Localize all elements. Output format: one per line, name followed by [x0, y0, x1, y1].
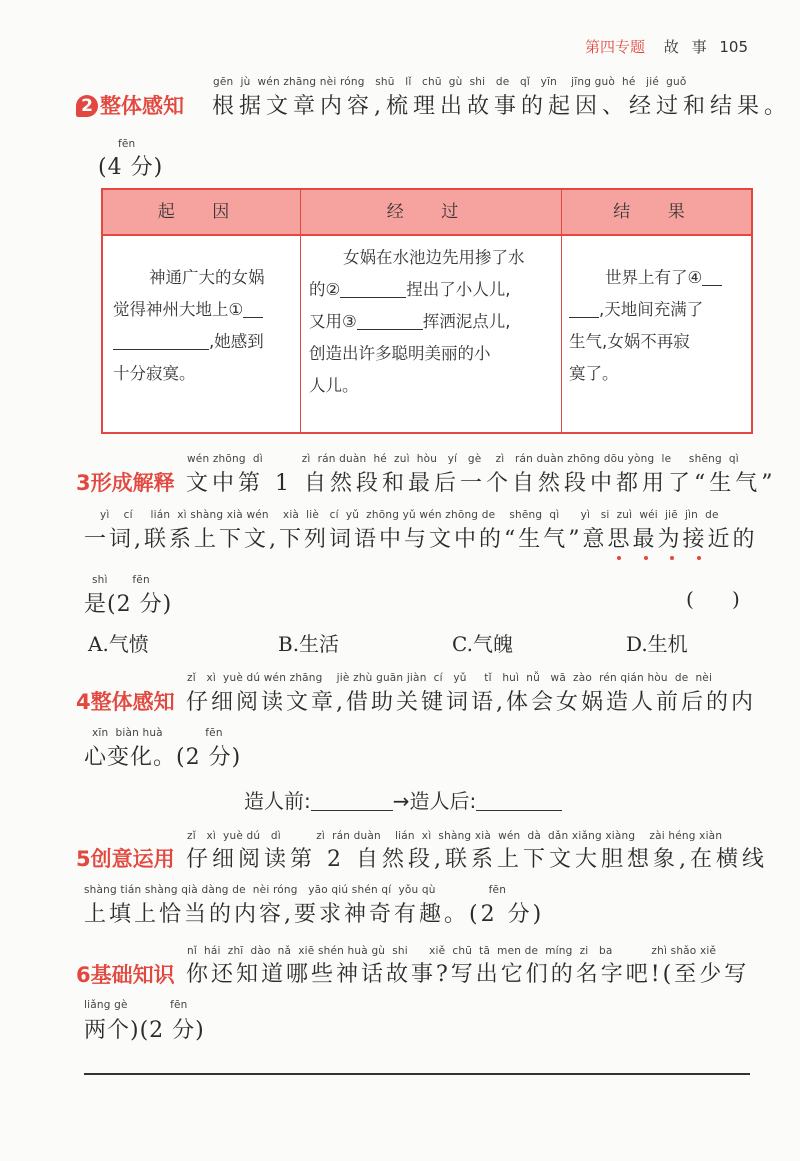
blank-4b[interactable] [569, 299, 599, 318]
q5-pinyin-2: shàng tián shàng qià dàng de nèi róng yāo qiú shén qí yǒu qù fēn [84, 884, 507, 896]
topic-label: 故 事 [663, 38, 711, 56]
q3-line-2: 一词,联系上下文,下列词语中与文中的“生气”意思最为接近的 [84, 527, 758, 552]
process-line-5: 人儿。 [309, 376, 359, 395]
option-a[interactable]: A.气愤 [88, 632, 149, 656]
blank-4a[interactable] [702, 267, 722, 286]
after-label: 造人后: [409, 789, 477, 813]
q2-pinyin-2: fēn [118, 138, 136, 150]
process-line-4: 创造出许多聪明美丽的小 [309, 344, 491, 363]
section-label: 第四专题 [585, 38, 646, 56]
q3-pinyin-2: yì cí lián xì shàng xià wén xià liè cí yǔ zhōng yǔ wén zhōng de shēng qì yì si zuì wéi jiē jìn de [100, 509, 719, 521]
q3-pinyin-3: shì fēn [92, 574, 150, 586]
emphasis-dot [644, 556, 648, 560]
emphasis-dot [617, 556, 621, 560]
emphasis-dot [697, 556, 701, 560]
q5-pinyin-1: zǐ xì yuè dú dì zì rán duàn lián xì shàng xià wén dà dǎn xiǎng xiàng zài héng xiàn [187, 830, 723, 842]
result-line-2: ,天地间充满了 [569, 294, 751, 326]
before-label: 造人前: [244, 789, 311, 813]
option-b[interactable]: B.生活 [278, 632, 340, 656]
process-line-2: 的② 捏出了小人儿, [309, 280, 511, 299]
result-line-4: 寞了。 [569, 364, 619, 383]
cause-line-2: 觉得神州大地上① [113, 294, 295, 326]
emphasis-dot [670, 556, 674, 560]
table-cell-cause [113, 262, 295, 390]
answer-line[interactable] [84, 1073, 750, 1075]
option-c[interactable]: C.气魄 [452, 632, 513, 656]
page-header [585, 36, 748, 57]
q4-line-2: 心变化。(2 分) [84, 745, 242, 770]
q2-number-badge: 2 [76, 95, 98, 117]
table-cell-result [569, 262, 751, 390]
q2-label [76, 90, 184, 120]
table-header-cause: 起 因 [157, 202, 246, 222]
blank-2[interactable] [340, 279, 406, 298]
q5-line-2: 上填上恰当的内容,要求神奇有趣。(2 分) [84, 902, 545, 927]
q4-pinyin-1: zǐ xì yuè dú wén zhāng jiè zhù guān jiàn cí yǔ tǐ huì nǚ wā zào rén qián hòu de nèi [187, 672, 713, 684]
arrow-icon: → [392, 789, 410, 813]
after-blank[interactable] [476, 792, 562, 811]
q2-pinyin-1: gēn jù wén zhāng nèi róng shū lǐ chū gù shi de qǐ yīn jīng guò hé jié guǒ [213, 76, 687, 88]
before-after-line [244, 785, 562, 814]
q2-line-1: 根据文章内容,梳理出故事的起因、经过和结果。 [212, 94, 791, 119]
process-line-3: 又用③ 挥洒泥点儿, [309, 312, 511, 331]
q4-pinyin-2: xīn biàn huà fēn [92, 727, 223, 739]
result-line-3: 生气,女娲不再寂 [569, 332, 690, 351]
result-line-1: 世界上有了④ [569, 262, 751, 294]
process-line-1: 女娲在水池边先用掺了水 [343, 248, 525, 267]
table-header-result: 结 果 [613, 202, 701, 222]
q6-label: 6基础知识 [76, 963, 175, 987]
q5-label: 5创意运用 [76, 847, 175, 871]
blank-1a[interactable] [243, 299, 263, 318]
q6-line-2: 两个)(2 分) [84, 1018, 205, 1043]
q5-line-1: 仔细阅读第 2 自然段,联系上下文大胆想象,在横线 [186, 847, 768, 872]
q3-line-3: 是(2 分) [84, 592, 173, 617]
blank-1b[interactable] [113, 331, 209, 350]
option-d[interactable]: D.生机 [626, 632, 688, 656]
page-number: 105 [719, 38, 748, 56]
table-header-process: 经 过 [386, 202, 475, 222]
q3-line-1: 文中第 1 自然段和最后一个自然段中都用了“生气” [186, 471, 777, 496]
cause-line-1: 神通广大的女娲 [149, 268, 265, 287]
q4-line-1: 仔细阅读文章,借助关键词语,体会女娲造人前后的内 [186, 690, 756, 715]
q6-line-1: 你还知道哪些神话故事?写出它们的名字吧!(至少写 [186, 962, 750, 987]
blank-3[interactable] [357, 311, 423, 330]
answer-parentheses[interactable]: ( ) [686, 587, 740, 611]
q6-pinyin-2: liǎng gè fēn [84, 999, 188, 1011]
cause-line-3: ,她感到 [113, 326, 295, 358]
q2-label-text: 整体感知 [100, 94, 184, 118]
cause-line-4: 十分寂寞。 [113, 364, 196, 383]
q3-label: 3形成解释 [76, 471, 175, 495]
q4-label: 4整体感知 [76, 690, 175, 714]
before-blank[interactable] [311, 792, 393, 811]
q2-line-2: (4 分) [98, 155, 164, 180]
table-cell-process [309, 242, 557, 402]
q3-pinyin-1: wén zhōng dì zì rán duàn hé zuì hòu yí gè zì rán duàn zhōng dōu yòng le shēng qì [187, 453, 739, 465]
story-table [101, 188, 753, 434]
q6-pinyin-1: nǐ hái zhī dào nǎ xiē shén huà gù shi xiě chū tā men de míng zi ba zhì shǎo xiě [187, 945, 717, 957]
